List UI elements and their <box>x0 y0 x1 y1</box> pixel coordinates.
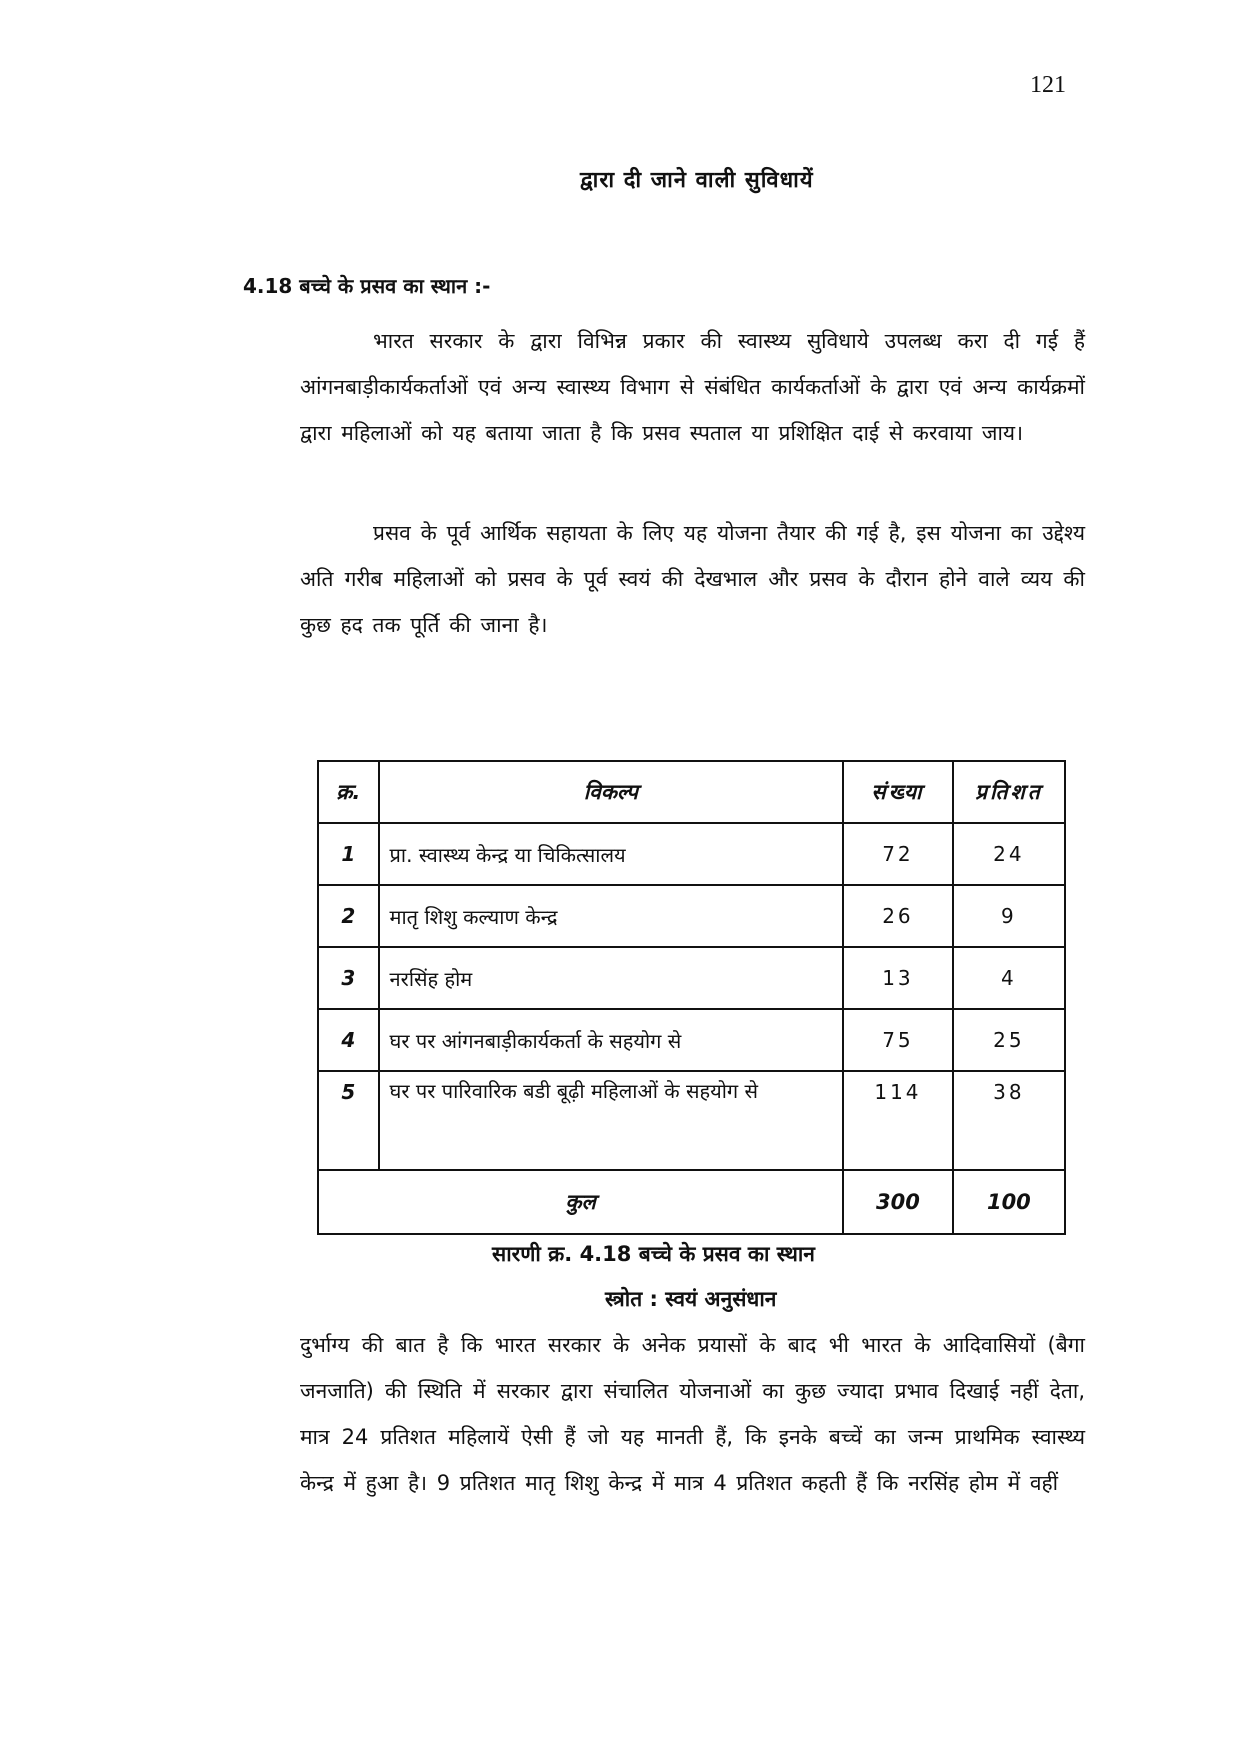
cell-count: 75 <box>843 1009 953 1071</box>
cell-percent: 25 <box>953 1009 1065 1071</box>
cell-serial: 4 <box>318 1009 379 1071</box>
paragraph-1: भारत सरकार के द्वारा विभिन्न प्रकार की स्वास्थ्य सुविधाये उपलब्ध करा दी गई हैं आंगनबाड़ीकार्यकर्ताओं एवं अन्य स्वास्थ्य विभाग से संबंधित कार्यकर्ताओं के द्वारा एवं अन्य कार्यक्रमों द्वारा महिलाओं को यह बताया जाता है कि प्रसव स्पताल या प्रशिक्षित दाई से करवाया जाय। <box>300 329 1085 445</box>
table-caption: सारणी क्र. 4.18 बच्चे के प्रसव का स्थान <box>492 1242 815 1266</box>
total-percent: 100 <box>953 1170 1065 1234</box>
total-label: कुल <box>318 1170 843 1234</box>
cell-count: 13 <box>843 947 953 1009</box>
cell-percent: 24 <box>953 823 1065 885</box>
paragraph-2: प्रसव के पूर्व आर्थिक सहायता के लिए यह योजना तैयार की गई है, इस योजना का उद्देश्य अति गरीब महिलाओं को प्रसव के पूर्व स्वयं की देखभाल और प्रसव के दौरान होने वाले व्यय की कुछ हद तक पूर्ति की जाना है। <box>300 521 1085 637</box>
cell-option: नरसिंह होम <box>379 947 844 1009</box>
header-serial: क्र. <box>318 761 379 823</box>
cell-percent: 9 <box>953 885 1065 947</box>
table-header-row <box>318 761 1065 823</box>
table-total-row <box>318 1170 1065 1234</box>
cell-count: 26 <box>843 885 953 947</box>
cell-count: 72 <box>843 823 953 885</box>
delivery-place-table <box>317 760 1066 1235</box>
page-heading: द्वारा दी जाने वाली सुविधायें <box>580 168 814 193</box>
table-row <box>318 885 1065 947</box>
cell-option: प्रा. स्वास्थ्य केन्द्र या चिकित्सालय <box>379 823 844 885</box>
cell-count: 114 <box>843 1071 953 1170</box>
closing-paragraph: दुर्भाग्य की बात है कि भारत सरकार के अनेक प्रयासों के बाद भी भारत के आदिवासियों (बैगा जनजाति) की स्थिति में सरकार द्वारा संचालित योजनाओं का कुछ ज्यादा प्रभाव दिखाई नहीं देता, मात्र 24 प्रतिशत महिलायें ऐसी हैं जो यह मानती हैं, कि इनके बच्चें का जन्म प्राथमिक स्वास्थ्य केन्द्र में हुआ है। 9 प्रतिशत मातृ शिशु केन्द्र में मात्र 4 प्रतिशत कहती हैं कि नरसिंह होम में वहीं <box>300 1333 1085 1495</box>
section-heading: 4.18 बच्चे के प्रसव का स्थान :- <box>243 274 491 298</box>
cell-option: मातृ शिशु कल्याण केन्द्र <box>379 885 844 947</box>
header-count: संख्या <box>843 761 953 823</box>
cell-percent: 38 <box>953 1071 1065 1170</box>
cell-option: घर पर आंगनबाड़ीकार्यकर्ता के सहयोग से <box>379 1009 844 1071</box>
cell-option: घर पर पारिवारिक बडी बूढ़ी महिलाओं के सहयोग से <box>379 1071 844 1170</box>
table-row <box>318 1009 1065 1071</box>
header-option: विकल्प <box>379 761 844 823</box>
page-number: 121 <box>1030 72 1066 98</box>
cell-serial: 1 <box>318 823 379 885</box>
cell-serial: 2 <box>318 885 379 947</box>
cell-serial: 5 <box>318 1071 379 1170</box>
cell-percent: 4 <box>953 947 1065 1009</box>
table-row <box>318 823 1065 885</box>
header-percent: प्रतिशत <box>953 761 1065 823</box>
table-row <box>318 1071 1065 1170</box>
table-row <box>318 947 1065 1009</box>
total-count: 300 <box>843 1170 953 1234</box>
table-source: स्त्रोत : स्वयं अनुसंधान <box>605 1287 777 1311</box>
cell-serial: 3 <box>318 947 379 1009</box>
